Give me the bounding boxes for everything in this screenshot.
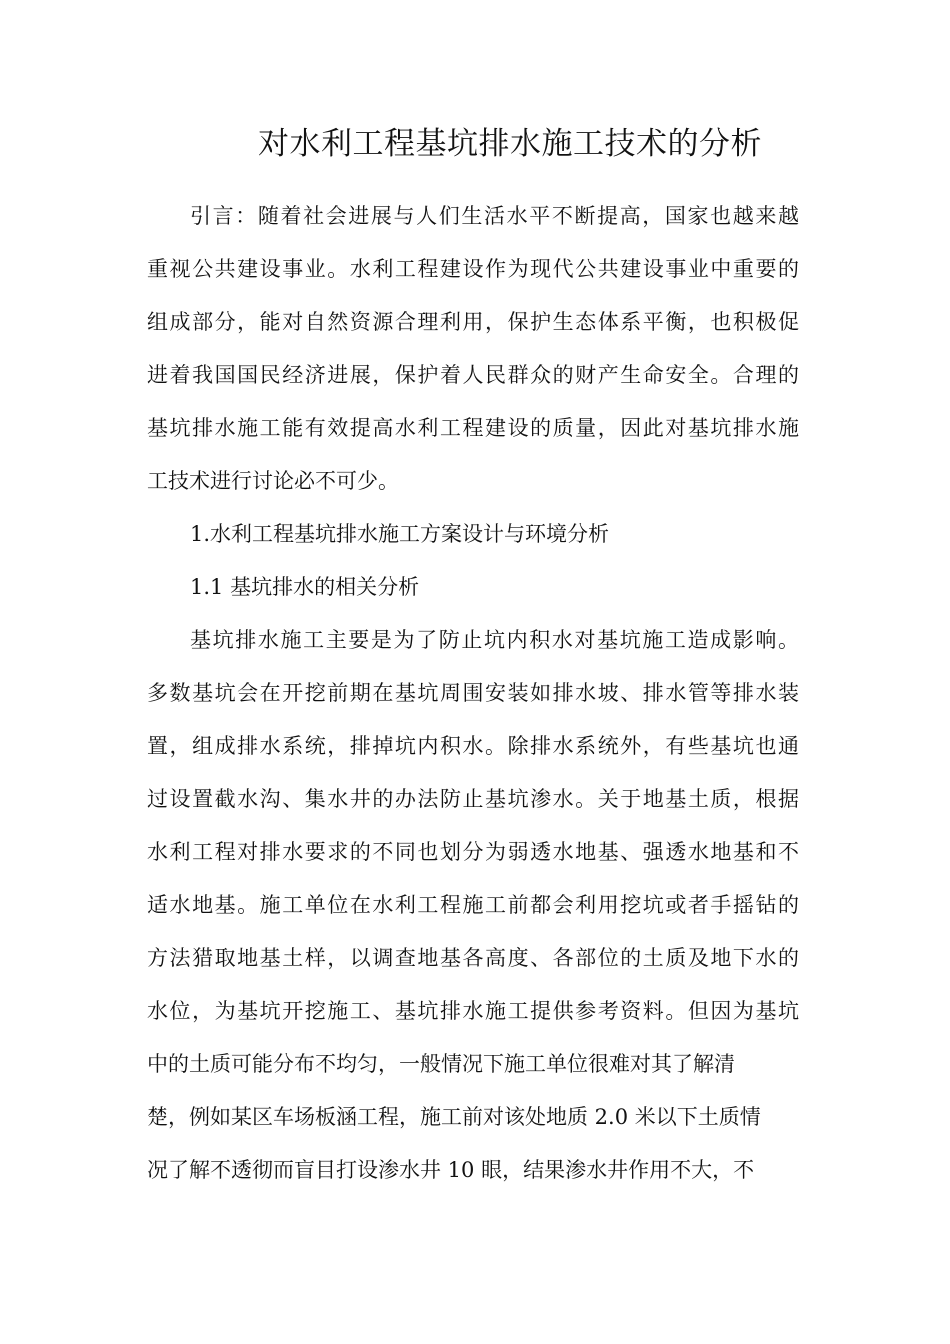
section-heading-1 — [147, 508, 799, 561]
text-line: 组成部分，能对自然资源合理利用，保护生态体系平衡，也积极促 — [147, 310, 799, 334]
text-line: 水利工程对排水要求的不同也划分为弱透水地基、强透水地基和不 — [147, 840, 799, 864]
text-line: 基坑排水施工主要是为了防止坑内积水对基坑施工造成影响。 — [190, 628, 799, 652]
text-line: 多数基坑会在开挖前期在基坑周围安装如排水坡、排水管等排水装 — [147, 681, 799, 705]
paragraph-body-1 — [147, 614, 799, 1197]
document-title: 对水利工程基坑排水施工技术的分析 — [258, 126, 762, 162]
text-line: 基坑排水施工能有效提高水利工程建设的质量，因此对基坑排水施 — [147, 416, 799, 440]
text-line: 过设置截水沟、集水井的办法防止基坑渗水。关于地基土质，根据 — [147, 787, 799, 811]
text-line: 中的土质可能分布不均匀，一般情况下施工单位很难对其了解清 — [147, 1052, 735, 1076]
text-line: 楚，例如某区车场板涵工程，施工前对该处地质 2.0 米以下土质情 — [147, 1105, 761, 1129]
text-line: 进着我国国民经济进展，保护着人民群众的财产生命安全。合理的 — [147, 363, 799, 387]
text-line: 方法猎取地基土样，以调查地基各高度、各部位的土质及地下水的 — [147, 946, 799, 970]
section-heading: 1.水利工程基坑排水施工方案设计与环境分析 — [190, 522, 610, 546]
paragraph-intro — [147, 190, 799, 508]
section-heading-1-1 — [147, 561, 799, 614]
document-body — [147, 190, 799, 1197]
text-line: 况了解不透彻而盲目打设渗水井 10 眼，结果渗水井作用不大，不 — [147, 1158, 755, 1182]
text-line: 置，组成排水系统，排掉坑内积水。除排水系统外，有些基坑也通 — [147, 734, 799, 758]
text-line: 重视公共建设事业。水利工程建设作为现代公共建设事业中重要的 — [147, 257, 799, 281]
text-line: 工技术进行讨论必不可少。 — [147, 469, 399, 493]
text-line: 水位，为基坑开挖施工、基坑排水施工提供参考资料。但因为基坑 — [147, 999, 799, 1023]
text-line: 适水地基。施工单位在水利工程施工前都会利用挖坑或者手摇钻的 — [147, 893, 799, 917]
text-line: 引言：随着社会进展与人们生活水平不断提高，国家也越来越 — [190, 204, 799, 228]
subsection-heading: 1.1 基坑排水的相关分析 — [190, 575, 420, 599]
